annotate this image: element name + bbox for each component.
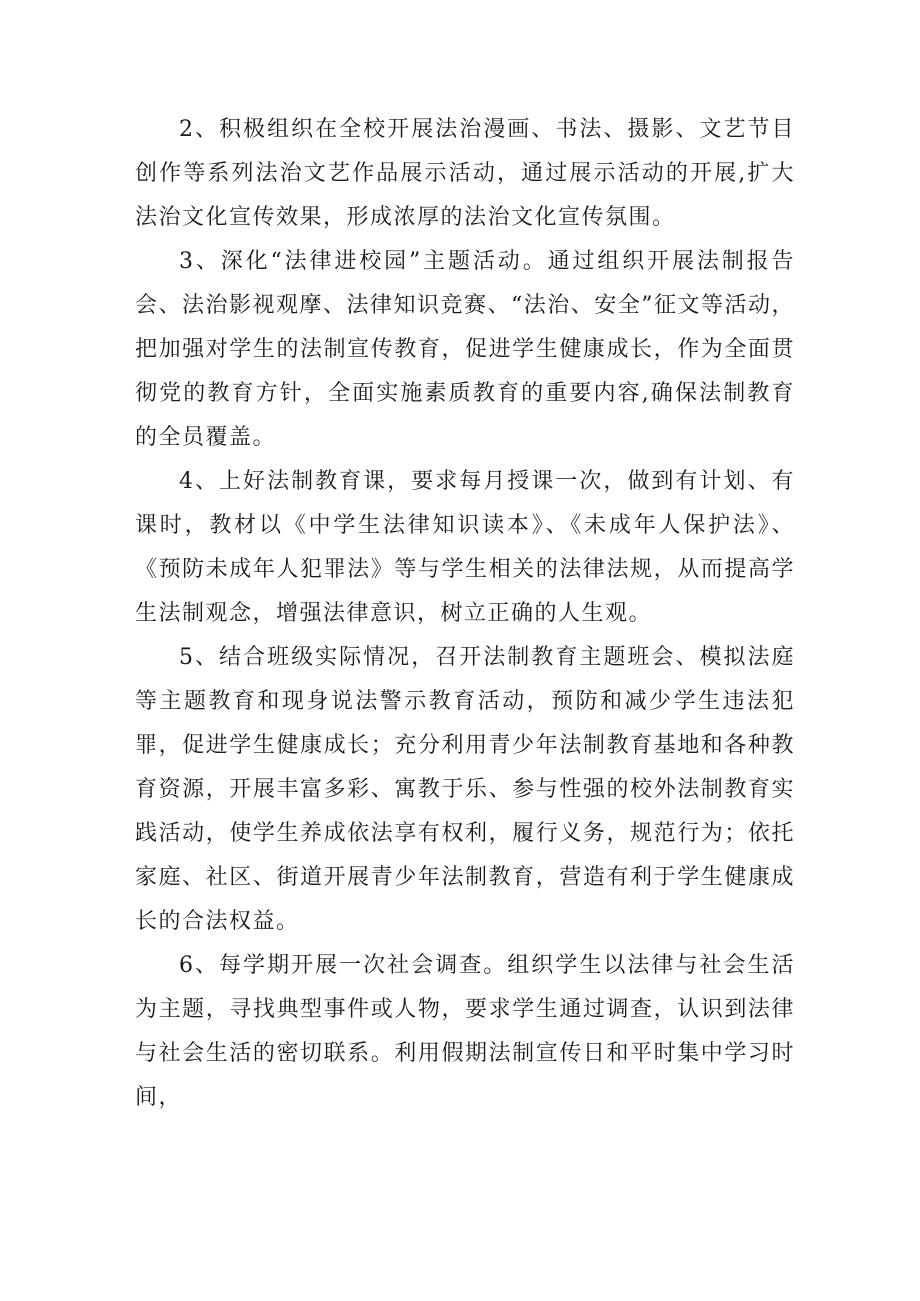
paragraph-item-2: 2、积极组织在全校开展法治漫画、书法、摄影、文艺节目创作等系列法治文艺作品展示活动，通过展示活动的开展,扩大法治文化宣传效果，形成浓厚的法治文化宣传氛围。: [135, 117, 795, 230]
paragraph-item-6: 6、每学期开展一次社会调查。组织学生以法律与社会生活为主题，寻找典型事件或人物，要求学生通过调查，认识到法律与社会生活的密切联系。利用假期法制宣传日和平时集中学习时间，: [135, 953, 795, 1110]
paragraph-item-4: 4、上好法制教育课，要求每月授课一次，做到有计划、有课时，教材以《中学生法律知识读本》、《未成年人保护法》、《预防未成年人犯罪法》等与学生相关的法律法规，从而提高学生法制观念，增强法律意识，树立正确的人生观。: [135, 469, 795, 626]
document-body: [135, 108, 795, 1120]
paragraph-item-5: 5、结合班级实际情况，召开法制教育主题班会、模拟法庭等主题教育和现身说法警示教育活动，预防和减少学生违法犯罪，促进学生健康成长；充分利用青少年法制教育基地和各种教育资源，开展丰富多彩、寓教于乐、参与性强的校外法制教育实践活动，使学生养成依法享有权利，履行义务，规范行为；依托家庭、社区、街道开展青少年法制教育，营造有利于学生健康成长的合法权益。: [135, 645, 795, 934]
paragraph-item-3: 3、深化“法律进校园”主题活动。通过组织开展法制报告会、法治影视观摩、法律知识竞赛、“法治、安全”征文等活动，把加强对学生的法制宣传教育，促进学生健康成长，作为全面贯彻党的教育方针，全面实施素质教育的重要内容,确保法制教育的全员覆盖。: [135, 249, 795, 450]
